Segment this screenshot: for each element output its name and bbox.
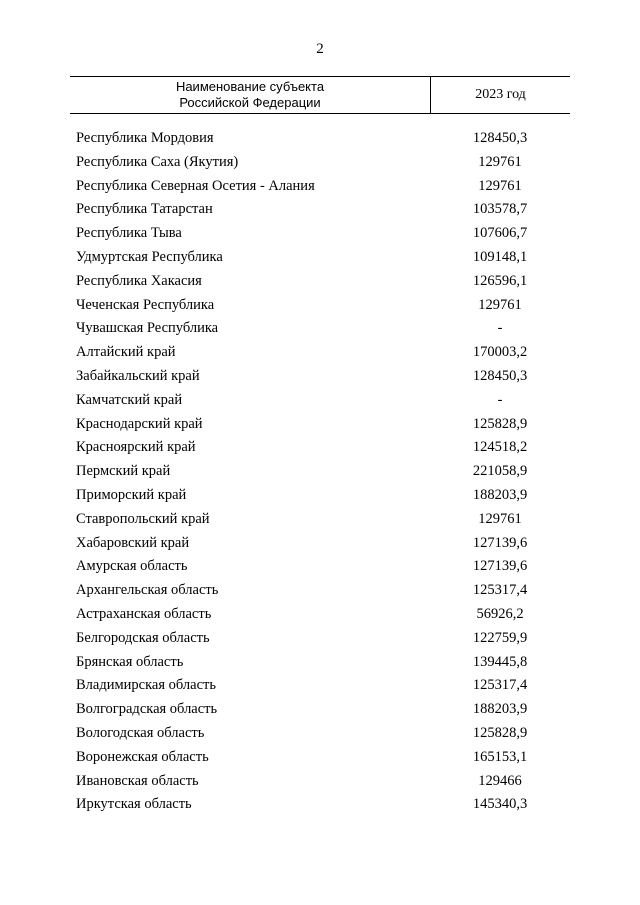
region-name: Хабаровский край	[76, 534, 190, 551]
table-row	[0, 508, 640, 532]
region-value: 188203,9	[472, 701, 528, 718]
region-name: Алтайский край	[76, 344, 176, 361]
table-row	[0, 294, 640, 318]
region-value: 129761	[478, 510, 522, 527]
table-row	[0, 389, 640, 413]
region-name: Ивановская область	[76, 772, 199, 789]
region-value: 129761	[478, 153, 522, 170]
region-name: Пермский край	[76, 463, 171, 480]
region-value: -	[497, 320, 503, 337]
region-name: Вологодская область	[76, 724, 205, 741]
region-name: Республика Северная Осетия - Алания	[76, 177, 315, 194]
region-value: 125828,9	[472, 724, 528, 741]
table-body	[0, 127, 640, 817]
region-value: 188203,9	[472, 486, 528, 503]
region-name: Брянская область	[76, 653, 184, 670]
page-number: 2	[316, 41, 324, 57]
region-name: Удмуртская Республика	[76, 248, 223, 265]
region-name: Астраханская область	[76, 605, 212, 622]
region-value: 165153,1	[472, 748, 528, 765]
region-name: Республика Саха (Якутия)	[76, 153, 239, 170]
region-value: 127139,6	[472, 534, 528, 551]
table-row	[0, 436, 640, 460]
table-row	[0, 484, 640, 508]
region-value: 127139,6	[472, 558, 528, 575]
table-row	[0, 579, 640, 603]
region-name: Забайкальский край	[76, 367, 200, 384]
region-name: Чувашская Республика	[76, 320, 219, 337]
table-header	[70, 76, 570, 114]
table-row	[0, 603, 640, 627]
column-header-year: 2023 год	[475, 87, 526, 102]
region-name: Краснодарский край	[76, 415, 203, 432]
region-name: Камчатский край	[76, 391, 183, 408]
column-header-region-line1: Наименование субъекта	[175, 79, 325, 94]
region-name: Республика Хакасия	[76, 272, 202, 289]
table-row	[0, 317, 640, 341]
region-name: Белгородская область	[76, 629, 210, 646]
table-row	[0, 222, 640, 246]
table-row	[0, 793, 640, 817]
table-row	[0, 698, 640, 722]
region-name: Волгоградская область	[76, 701, 218, 718]
table-row	[0, 365, 640, 389]
table-row	[0, 175, 640, 199]
table-row	[0, 555, 640, 579]
region-name: Приморский край	[76, 486, 187, 503]
region-value: 129761	[478, 177, 522, 194]
region-value: 103578,7	[472, 201, 528, 218]
table-row	[0, 270, 640, 294]
region-name: Иркутская область	[76, 796, 192, 813]
table-row	[0, 627, 640, 651]
region-name: Амурская область	[76, 558, 188, 575]
region-value: 145340,3	[472, 796, 528, 813]
table-row	[0, 651, 640, 675]
region-value: 109148,1	[472, 248, 528, 265]
table-row	[0, 770, 640, 794]
region-name: Красноярский край	[76, 439, 196, 456]
region-value: 126596,1	[472, 272, 528, 289]
region-name: Республика Татарстан	[76, 201, 213, 218]
region-value: -	[497, 391, 503, 408]
column-header-region-line2: Российской Федерации	[179, 95, 321, 110]
region-value: 125317,4	[472, 677, 528, 694]
table-row	[0, 341, 640, 365]
region-value: 129761	[478, 296, 522, 313]
table-row	[0, 532, 640, 556]
region-value: 129466	[478, 772, 522, 789]
column-header-region	[70, 77, 430, 113]
table-row	[0, 151, 640, 175]
region-name: Архангельская область	[76, 582, 219, 599]
region-value: 124518,2	[472, 439, 528, 456]
table-row	[0, 198, 640, 222]
region-value: 139445,8	[472, 653, 528, 670]
region-name: Ставропольский край	[76, 510, 210, 527]
table-row	[0, 413, 640, 437]
table-row	[0, 460, 640, 484]
region-value: 122759,9	[472, 629, 528, 646]
region-name: Воронежская область	[76, 748, 209, 765]
table-row	[0, 746, 640, 770]
table-row	[0, 246, 640, 270]
region-name: Республика Тыва	[76, 225, 182, 242]
region-value: 221058,9	[472, 463, 528, 480]
region-value: 128450,3	[472, 130, 528, 146]
region-value: 125317,4	[472, 582, 528, 599]
region-name: Чеченская Республика	[76, 296, 215, 313]
region-value: 107606,7	[472, 225, 528, 242]
region-name: Владимирская область	[76, 677, 216, 694]
table-row	[0, 127, 640, 151]
region-value: 56926,2	[476, 605, 524, 622]
region-value: 170003,2	[472, 344, 528, 361]
table-row	[0, 722, 640, 746]
region-value: 128450,3	[472, 367, 528, 384]
region-value: 125828,9	[472, 415, 528, 432]
region-name: Республика Мордовия	[76, 130, 214, 146]
table-row	[0, 674, 640, 698]
